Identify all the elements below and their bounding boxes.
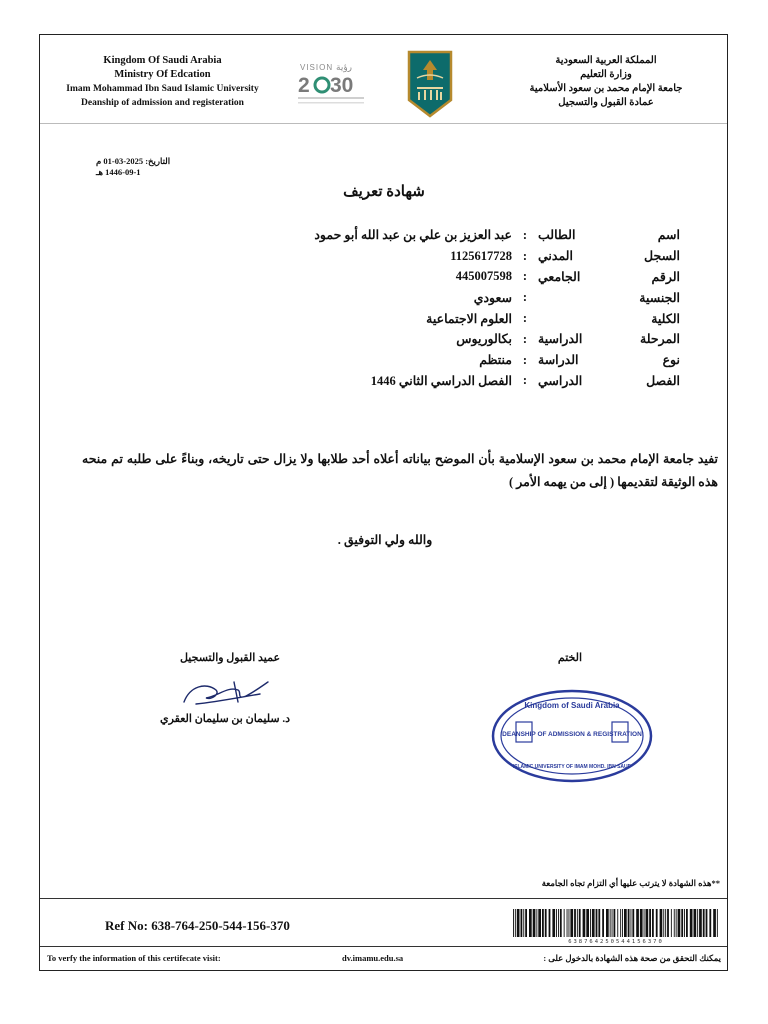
field-row	[260, 225, 680, 246]
official-stamp	[490, 688, 654, 784]
barcode-bar	[644, 909, 645, 937]
field-row	[260, 350, 680, 371]
field-label: السجل المدني	[538, 249, 680, 264]
barcode	[511, 908, 721, 944]
ar-line: وزارة التعليم	[580, 69, 632, 80]
svg-text:2: 2	[298, 74, 310, 97]
en-line: Imam Mohammad Ibn Saud Islamic University	[66, 84, 259, 94]
barcode-bar	[614, 909, 616, 937]
barcode-bar	[606, 909, 609, 937]
field-colon: :	[522, 373, 528, 388]
vision-2030-logo	[296, 56, 368, 108]
barcode-bar	[560, 909, 562, 937]
reference-number: Ref No: 638-764-250-544-156-370	[105, 918, 290, 933]
barcode-bar	[538, 909, 541, 937]
field-row	[260, 371, 680, 392]
barcode-bar	[676, 909, 677, 937]
barcode-bar	[667, 909, 669, 937]
barcode-bar	[523, 909, 524, 937]
barcode-bar	[590, 909, 591, 937]
barcode-bar	[671, 909, 672, 937]
field-label: المرحلة الدراسية	[538, 332, 680, 347]
stamp-top-text: Kingdom of Saudi Arabia	[524, 701, 620, 710]
barcode-bar	[624, 909, 627, 937]
field-row	[260, 246, 680, 267]
barcode-bar	[646, 909, 649, 937]
barcode-bar	[620, 909, 621, 937]
dean-signature	[176, 672, 276, 712]
field-value: الفصل الدراسي الثاني 1446	[370, 373, 512, 388]
stamp-bottom-text: ISLAMIC UNIVERSITY OF IMAM MOHD. IBN SAUD	[512, 764, 632, 770]
verification-bar	[40, 946, 727, 971]
field-label: الكلية	[651, 311, 680, 326]
barcode-bar	[694, 909, 697, 937]
ar-line: عمادة القبول والتسجيل	[558, 97, 654, 108]
field-value: 445007598	[455, 269, 512, 284]
barcode-bar	[515, 909, 516, 937]
barcode-bar	[663, 909, 664, 937]
field-value: 1125617728	[450, 248, 512, 263]
field-row	[260, 267, 680, 288]
barcode-bar	[612, 909, 613, 937]
field-label: الرقم الجامعي	[538, 269, 680, 284]
barcode-bar	[660, 909, 663, 937]
university-crest-logo	[403, 48, 457, 118]
field-value: بكالوريوس	[456, 332, 512, 347]
en-line: Kingdom Of Saudi Arabia	[103, 55, 222, 66]
dean-name: د. سليمان بن سليمان العقري	[160, 713, 290, 725]
barcode-bar	[652, 909, 654, 937]
verify-site-link[interactable]: dv.imamu.edu.sa	[342, 953, 404, 963]
barcode-bar	[602, 909, 604, 937]
barcode-bar	[567, 909, 568, 937]
field-value: منتظم	[479, 353, 512, 368]
barcode-bar	[678, 909, 681, 937]
certificate-title: شهادة تعريف	[343, 184, 425, 200]
field-colon: :	[522, 311, 528, 326]
barcode-bar	[636, 909, 639, 937]
barcode-bar	[632, 909, 634, 937]
field-colon: :	[522, 269, 528, 284]
barcode-bar	[542, 909, 544, 937]
field-colon: :	[522, 248, 528, 263]
barcode-bar	[697, 909, 698, 937]
barcode-bar	[617, 909, 618, 937]
barcode-bar	[717, 909, 718, 937]
english-header	[50, 54, 275, 110]
barcode-bar	[574, 909, 576, 937]
barcode-bar	[586, 909, 589, 937]
barcode-bar	[577, 909, 578, 937]
ar-line: المملكة العربية السعودية	[555, 55, 657, 66]
barcode-bar	[533, 909, 536, 937]
arabic-header	[506, 54, 706, 110]
stamp-mid-text: DEANSHIP OF ADMISSION & REGISTRATION	[502, 731, 642, 738]
ar-line: جامعة الإمام محمد بن سعود الأسلامية	[529, 83, 683, 94]
barcode-bar	[713, 909, 716, 937]
field-colon: :	[522, 290, 528, 305]
barcode-bar	[622, 909, 623, 937]
barcode-bar	[579, 909, 581, 937]
hijri-date: 1446-09-1 هـ	[96, 167, 141, 177]
field-label: اسم الطالب	[538, 228, 680, 243]
student-fields	[260, 225, 680, 391]
barcode-bar	[525, 909, 527, 937]
barcode-bar	[583, 909, 586, 937]
certificate-body: تفيد جامعة الإمام محمد بن سعود الإسلامية بأن الموضح بياناته أعلاه أحد طلابها ولا يزال حتى تاريخه، وبناءً على طلبه تم منحه هذه الوثيقة لتقديمها ( إلى من يهمه الأمر )	[82, 452, 718, 489]
svg-text:30: 30	[330, 74, 354, 97]
field-label: الفصل الدراسي	[538, 373, 680, 388]
barcode-bar	[649, 909, 651, 937]
barcode-bar	[656, 909, 658, 937]
field-value: العلوم الاجتماعية	[426, 311, 512, 326]
barcode-bar	[665, 909, 666, 937]
barcode-bar	[596, 909, 598, 937]
field-row	[260, 287, 680, 308]
barcode-bar	[592, 909, 595, 937]
field-row	[260, 308, 680, 329]
barcode-bar	[610, 909, 611, 937]
barcode-bar	[628, 909, 630, 937]
barcode-bar	[536, 909, 537, 937]
field-label: نوع الدراسة	[538, 353, 680, 368]
svg-text:VISION: VISION	[300, 63, 334, 72]
barcode-bar	[558, 909, 559, 937]
field-colon: :	[522, 227, 528, 242]
barcode-bar	[699, 909, 702, 937]
barcode-bar	[684, 909, 685, 937]
field-colon: :	[522, 352, 528, 367]
barcode-bar	[598, 909, 600, 937]
footer-divider	[40, 898, 727, 899]
barcode-bar	[569, 909, 570, 937]
svg-text:رؤية: رؤية	[336, 63, 353, 73]
disclaimer-note: **هذه الشهادة لا يترتب عليها أي التزام تجاه الجامعة	[541, 878, 720, 888]
barcode-bar	[640, 909, 643, 937]
field-value: سعودي	[473, 290, 512, 305]
field-row	[260, 329, 680, 350]
barcode-bar	[686, 909, 688, 937]
barcode-bar	[521, 909, 523, 937]
field-value: عبد العزيز بن علي بن عبد الله أبو حمود	[314, 228, 512, 243]
field-label: الجنسية	[639, 290, 680, 305]
barcode-bar	[552, 909, 555, 937]
date-block	[96, 156, 186, 178]
dean-title: عميد القبول والتسجيل	[179, 652, 281, 664]
barcode-bar	[564, 909, 565, 937]
en-line: Deanship of admission and registeration	[81, 98, 244, 108]
barcode-bar	[556, 909, 557, 937]
barcode-bar	[690, 909, 693, 937]
verify-english: To verfy the information of this certifecate visit:	[47, 953, 221, 963]
barcode-bar	[681, 909, 683, 937]
barcode-bar	[703, 909, 705, 937]
closing-line: والله ولي التوفيق .	[337, 533, 433, 547]
verify-arabic: يمكنك التحقق من صحة هذه الشهادة بالدخول على :	[543, 953, 721, 963]
barcode-bar	[706, 909, 708, 937]
barcode-bar	[517, 909, 520, 937]
barcode-bar	[709, 909, 711, 937]
field-colon: :	[522, 331, 528, 346]
barcode-bar	[529, 909, 532, 937]
barcode-bar	[631, 909, 632, 937]
gregorian-date: التاريخ: 2025-03-01 م	[96, 156, 171, 166]
en-line: Ministry Of Edcation	[114, 69, 211, 80]
barcode-bar	[513, 909, 514, 937]
barcode-digits: 638764250544156370	[568, 939, 664, 944]
barcode-bar	[545, 909, 547, 937]
barcode-bar	[549, 909, 551, 937]
barcode-bar	[674, 909, 675, 937]
stamp-title: الختم	[557, 652, 583, 664]
barcode-bar	[570, 909, 573, 937]
